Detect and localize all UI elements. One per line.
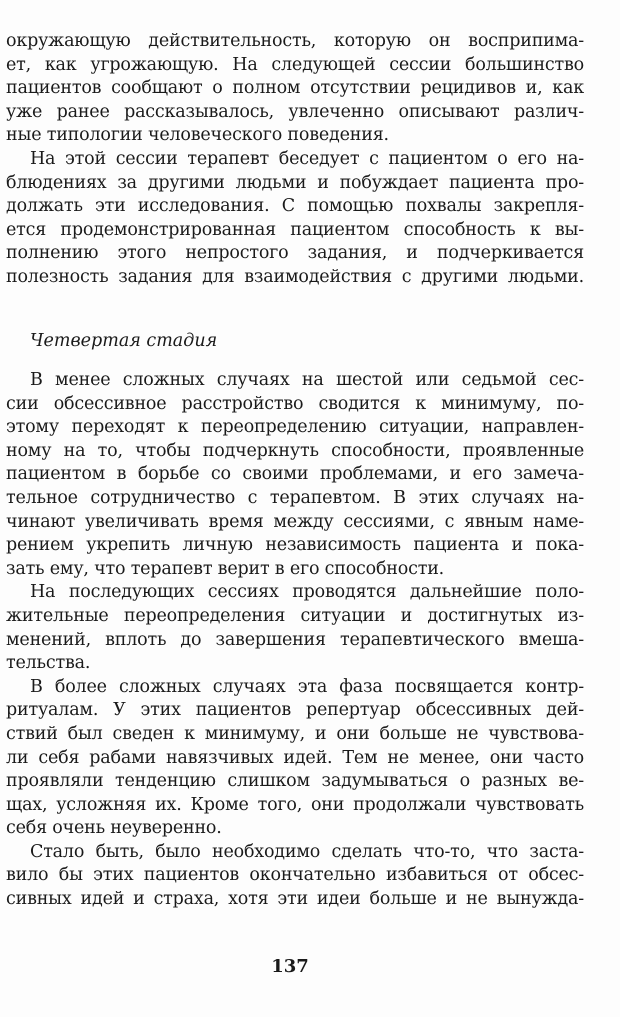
text-line: зать ему, что терапевт верит в его способности. — [6, 558, 445, 579]
text-line: окружающую действительность, которую он восприпима- — [6, 31, 584, 51]
text-line: сивных идей и страха, хотя эти идеи больше и не вынужда- — [6, 889, 584, 910]
text-line: ритуалам. У этих пациентов репертуар обсессивных дей- — [6, 700, 584, 721]
text-line: ствий был сведен к минимуму, и они больше не чувствова- — [6, 723, 584, 744]
text-line: себя очень неуверенно. — [6, 818, 222, 839]
text-line: полнению этого непростого задания, и подчеркивается — [6, 243, 584, 264]
text-line: вило бы этих пациентов окончательно избавиться от обсес- — [6, 865, 584, 886]
section-heading: Четвертая стадия — [30, 331, 218, 351]
text-line: ется продемонстрированная пациентом способность к вы- — [6, 219, 584, 240]
text-line: На этой сессии терапевт беседует с пациентом о его на- — [30, 148, 584, 169]
text-line: В более сложных случаях эта фаза посвящается контр- — [30, 676, 584, 697]
text-line: тельства. — [6, 653, 91, 674]
text-line: ли себя рабами навязчивых идей. Тем не менее, они часто — [6, 747, 584, 768]
text-line: ет, как угрожающую. На следующей сессии большинство — [6, 54, 584, 75]
text-line: пациентов сообщают о полном отсутствии рецидивов и, как — [6, 78, 584, 99]
text-line: должать эти исследования. С помощью похвалы закрепля- — [6, 196, 584, 217]
text-line: пациентом в борьбе со своими проблемами, и его замеча- — [6, 464, 584, 485]
text-line: проявляли тенденцию слишком задумываться о разных ве- — [6, 771, 584, 792]
text-line: сии обсессивное расстройство сводится к минимуму, по- — [6, 393, 584, 414]
text-line: ному на то, чтобы подчеркнуть способности, проявленные — [6, 440, 584, 461]
text-line: рением укрепить личную независимость пациента и пока- — [6, 535, 584, 556]
text-block-main — [6, 369, 584, 912]
text-line: блюдениях за другими людьми и побуждает пациента про- — [6, 172, 584, 193]
text-line: уже ранее рассказывалось, увлеченно описывают различ- — [6, 101, 584, 122]
text-line: менений, вплоть до завершения терапевтического вмеша- — [6, 629, 584, 650]
text-line: В менее сложных случаях на шестой или седьмой сес- — [30, 370, 584, 390]
text-line: этому переходят к переопределению ситуации, направлен- — [6, 417, 584, 438]
text-line: жительные переопределения ситуации и достигнутых из- — [6, 605, 584, 626]
text-line: На последующих сессиях проводятся дальнейшие поло- — [30, 582, 584, 603]
text-line: щах, усложняя их. Кроме того, они продолжали чувствовать — [6, 794, 584, 815]
page-number: 137 — [271, 956, 309, 977]
text-block-top — [6, 30, 584, 290]
text-line: ные типологии человеческого поведения. — [6, 125, 389, 146]
text-line: полезность задания для взаимодействия с другими людьми. — [6, 266, 584, 287]
text-line: чинают увеличивать время между сессиями, с явным наме- — [6, 511, 584, 532]
text-line: тельное сотрудничество с терапевтом. В этих случаях на- — [6, 487, 584, 508]
text-line: Стало быть, было необходимо сделать что-то, что застa- — [30, 841, 584, 862]
